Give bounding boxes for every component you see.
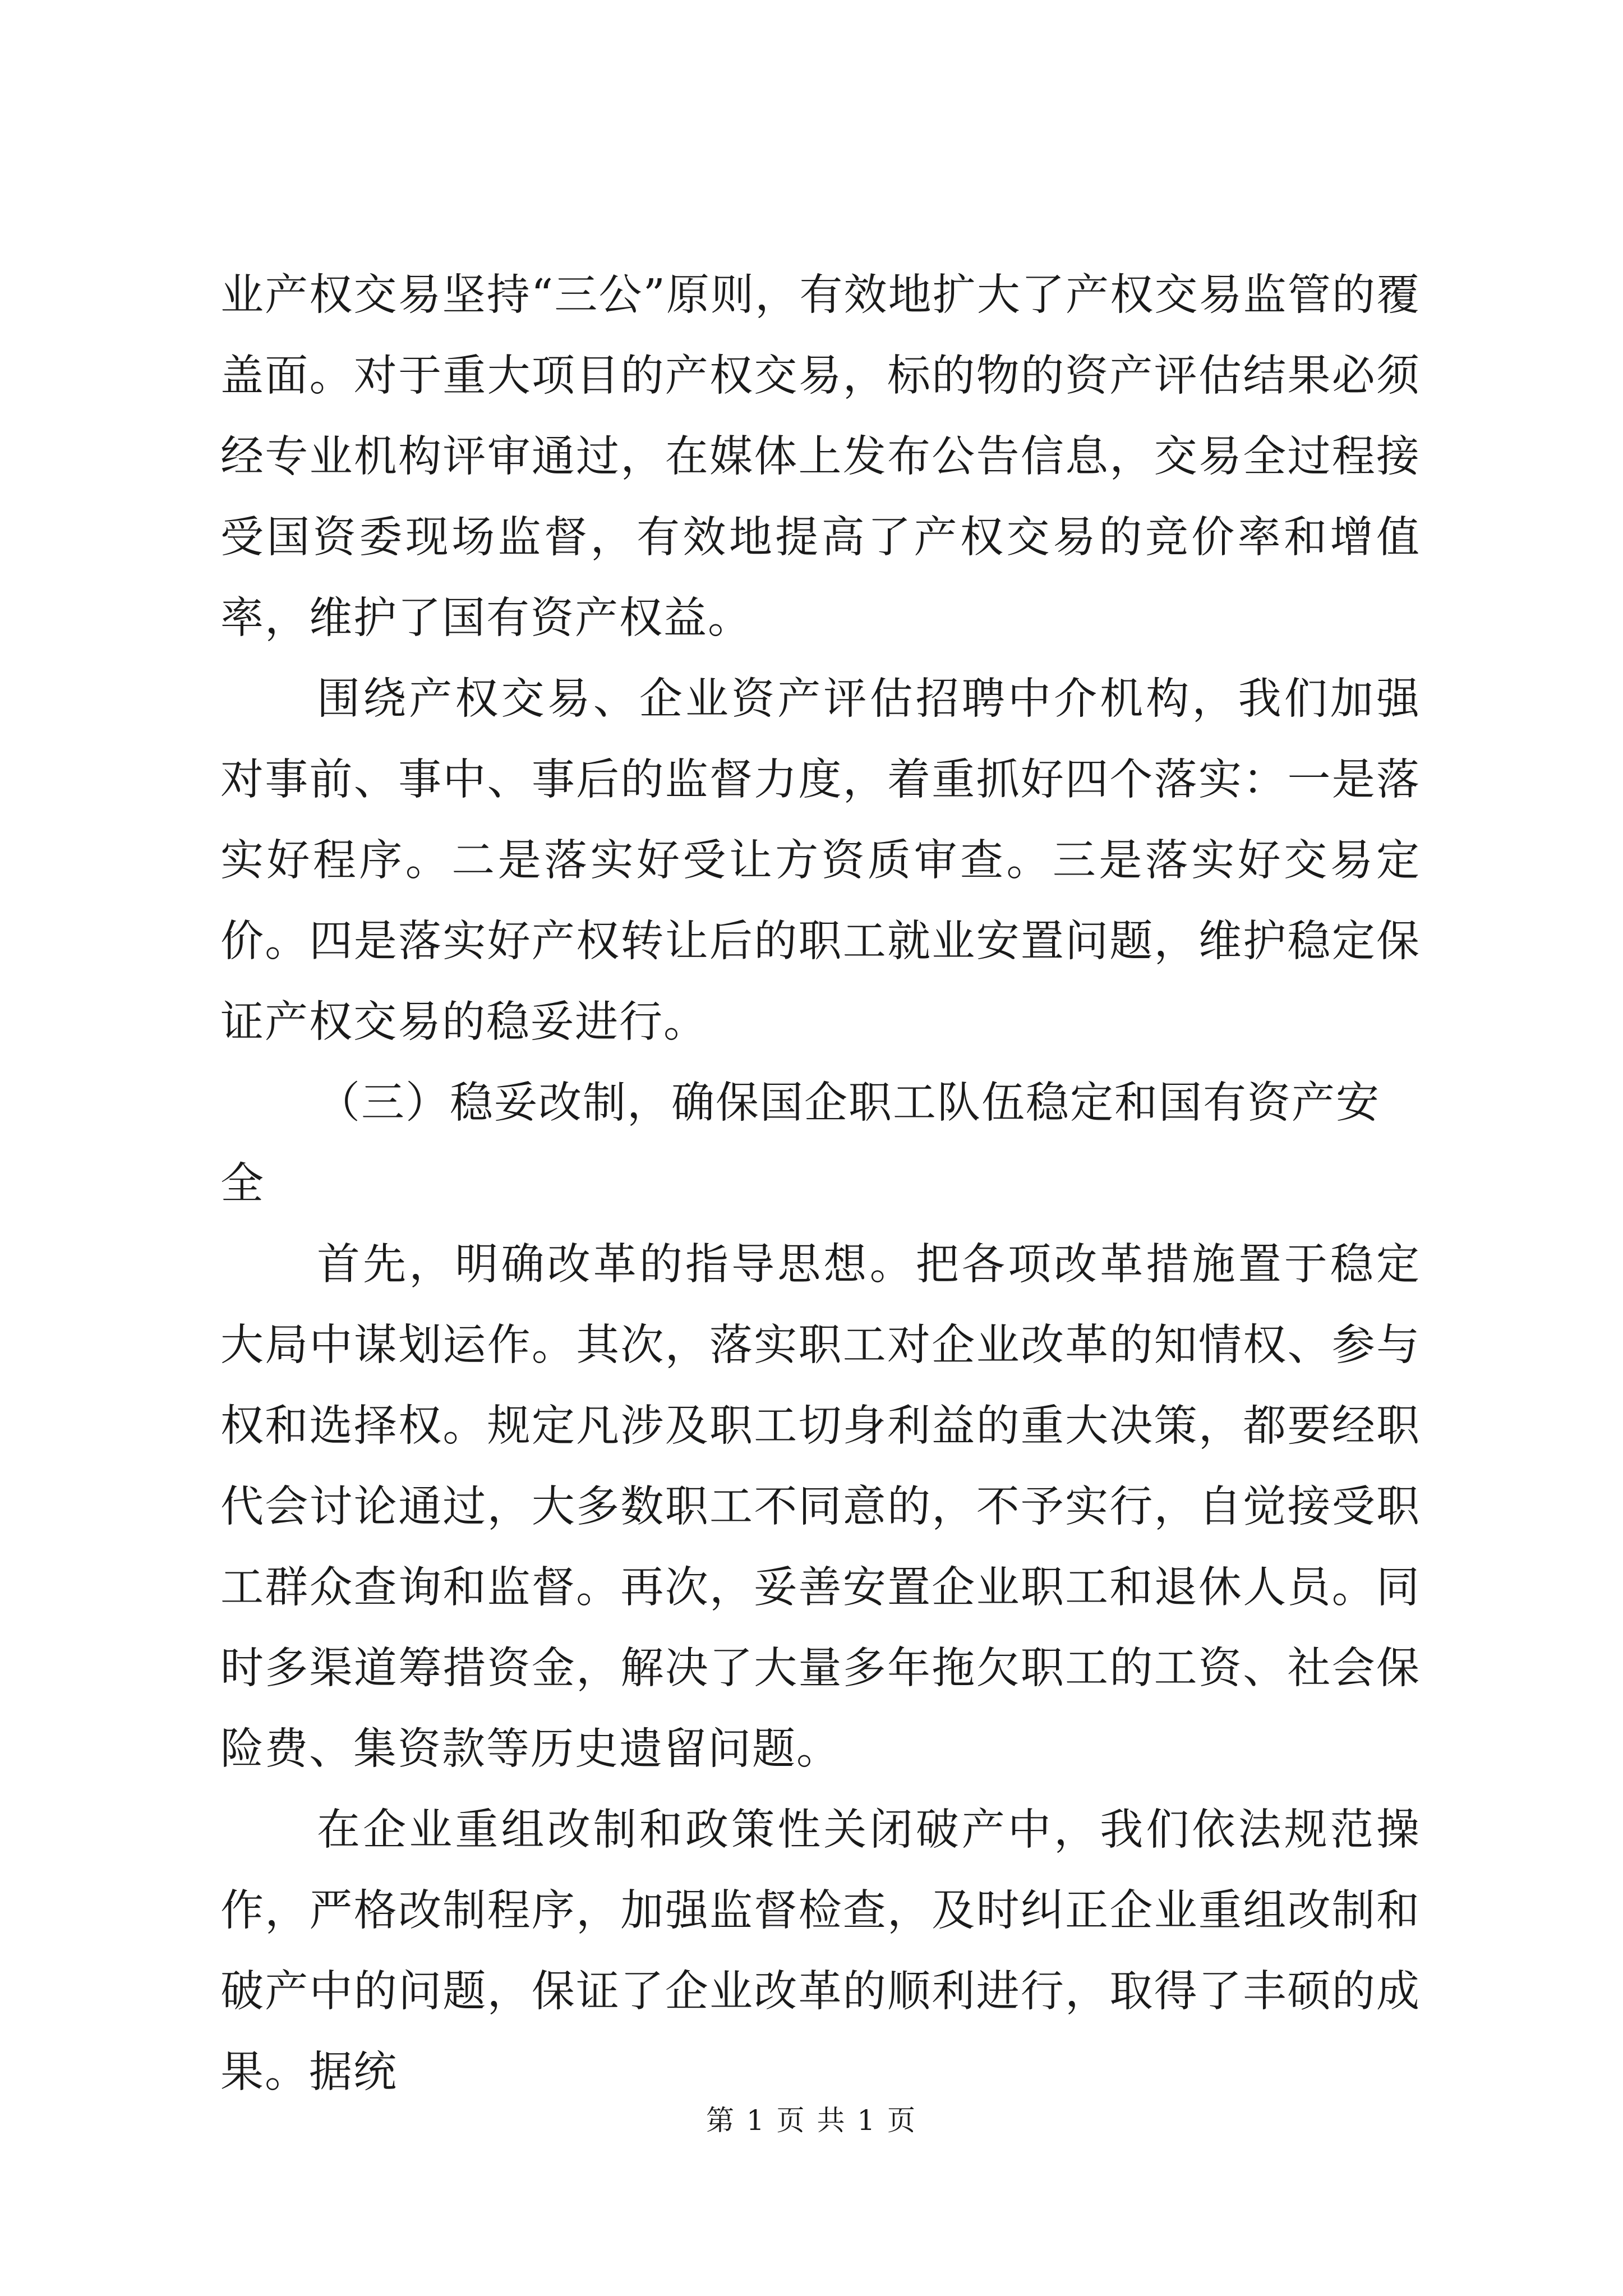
paragraph-supervision-measures: 围绕产权交易、企业资产评估招聘中介机构，我们加强对事前、事中、事后的监督力度，着重抓好四个落实：一是落实好程序。二是落实好受让方资质审查。三是落实好交易定价。四是落实好产权转让后的职工就业安置问题，维护稳定保证产权交易的稳妥进行。 [220, 674, 1421, 1047]
section-heading-3: （三）稳妥改制，确保国企职工队伍稳定和国有资产安全 [220, 1078, 1380, 1209]
paragraph-reform-guidance: 首先，明确改革的指导思想。把各项改革措施置于稳定大局中谋划运作。其次，落实职工对企业改革的知情权、参与权和选择权。规定凡涉及职工切身利益的重大决策，都要经职代会讨论通过，大多数职工不同意的，不予实行，自觉接受职工群众查询和监督。再次，妥善安置企业职工和退休人员。同时多渠道筹措资金，解决了大量多年拖欠职工的工资、社会保险费、集资款等历史遗留问题。 [220, 1240, 1421, 1774]
paragraph-restructuring: 在企业重组改制和政策性关闭破产中，我们依法规范操作，严格改制程序，加强监督检查，及时纠正企业重组改制和破产中的问题，保证了企业改革的顺利进行，取得了丰硕的成果。据统 [220, 1805, 1421, 2097]
page-footer: 第 1 页 共 1 页 [706, 2104, 917, 2137]
paragraph-continuation: 业产权交易坚持“三公”原则，有效地扩大了产权交易监管的覆盖面。对于重大项目的产权交易，标的物的资产评估结果必须经专业机构评审通过，在媒体上发布公告信息，交易全过程接受国资委现场监督，有效地提高了产权交易的竞价率和增值率，维护了国有资产权益。 [220, 270, 1421, 643]
document-body [220, 255, 1421, 2113]
